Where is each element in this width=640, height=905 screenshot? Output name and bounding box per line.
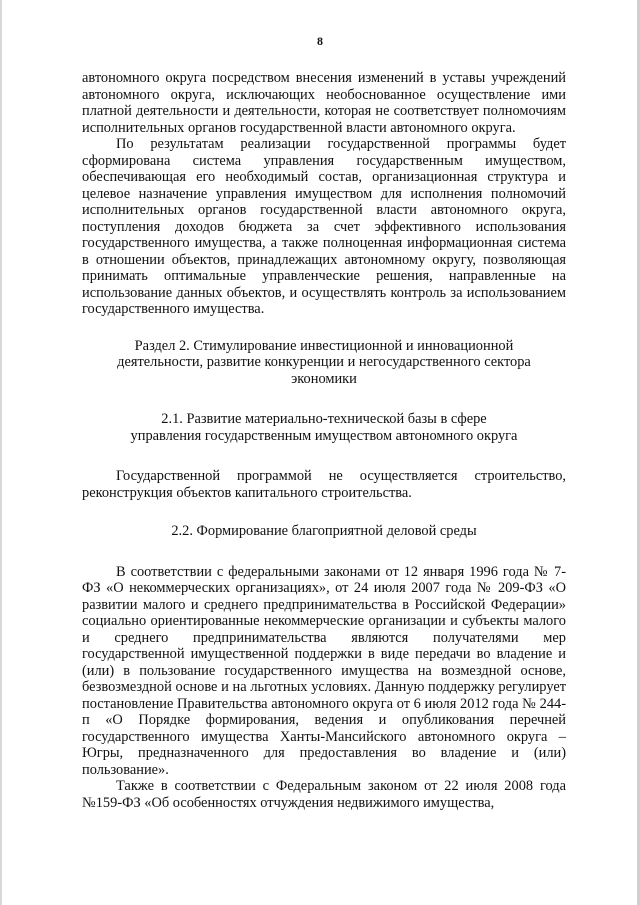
scan-edge-left	[0, 0, 2, 905]
section-2-heading-line-1: Раздел 2. Стимулирование инвестиционной и инновационной	[134, 337, 514, 354]
subsection-2-1-heading-line-2: управления государственным имуществом автономного округа	[130, 427, 518, 444]
document-body	[82, 70, 566, 811]
paragraph-1: автономного округа посредством внесения изменений в уставы учреждений автономного округа, исключающих необоснованное осуществление ими платной деятельности и деятельности, которая не соответствует полномочиям исполнительных органов государственной власти автономного округа.	[82, 70, 566, 136]
paragraph-2: По результатам реализации государственной программы будет сформирована система управления государственным имуществом, обеспечивающая его необходимый состав, организационная структура и целевое назначение управления имуществом для исполнения полномочий исполнительных органов государственной власти автономного округа, поступления доходов бюджета за счет эффективного использования государственного имущества, а также полноценная информационная система в отношении объектов, принадлежащих автономному округу, позволяющая принимать оптимальные управленческие решения, направленные на использование данных объектов, и осуществлять контроль за использованием государственного имущества.	[82, 136, 566, 317]
section-2-heading-line-3: экономики	[291, 370, 357, 387]
subsection-2-2-heading: 2.2. Формирование благоприятной деловой среды	[171, 523, 477, 539]
paragraph-5: Также в соответствии с Федеральным законом от 22 июля 2008 года №159-ФЗ «Об особенностях отчуждения недвижимого имущества,	[82, 778, 566, 811]
section-2-heading-line-2: деятельности, развитие конкуренции и негосударственного сектора	[117, 354, 531, 370]
page-number: 8	[317, 34, 323, 48]
subsection-2-1-heading	[82, 411, 566, 444]
section-2-heading	[82, 338, 566, 388]
paragraph-4: В соответствии с федеральными законами от 12 января 1996 года № 7-ФЗ «О некоммерческих организациях», от 24 июля 2007 года № 209-ФЗ «О развитии малого и среднего предпринимательства в Российской Федерации» социально ориентированные некоммерческие организации и субъекты малого и среднего предпринимательства являются получателями мер государственной имущественной поддержки в виде передачи во владение и (или) в пользование государственного имущества на возмездной основе, безвозмездной основе и на льготных условиях. Данную поддержку регулирует постановление Правительства автономного округа от 6 июля 2012 года № 244-п «О Порядке формирования, ведения и опубликования перечней государственного имущества Ханты-Мансийского автономного округа – Югры, предназначенного для предоставления во владение и (или) пользование».	[82, 563, 566, 778]
paragraph-3: Государственной программой не осуществляется строительство, реконструкция объектов капитального строительства.	[82, 468, 566, 501]
subsection-2-1-heading-line-1: 2.1. Развитие материально-технической базы в сфере	[161, 411, 487, 427]
